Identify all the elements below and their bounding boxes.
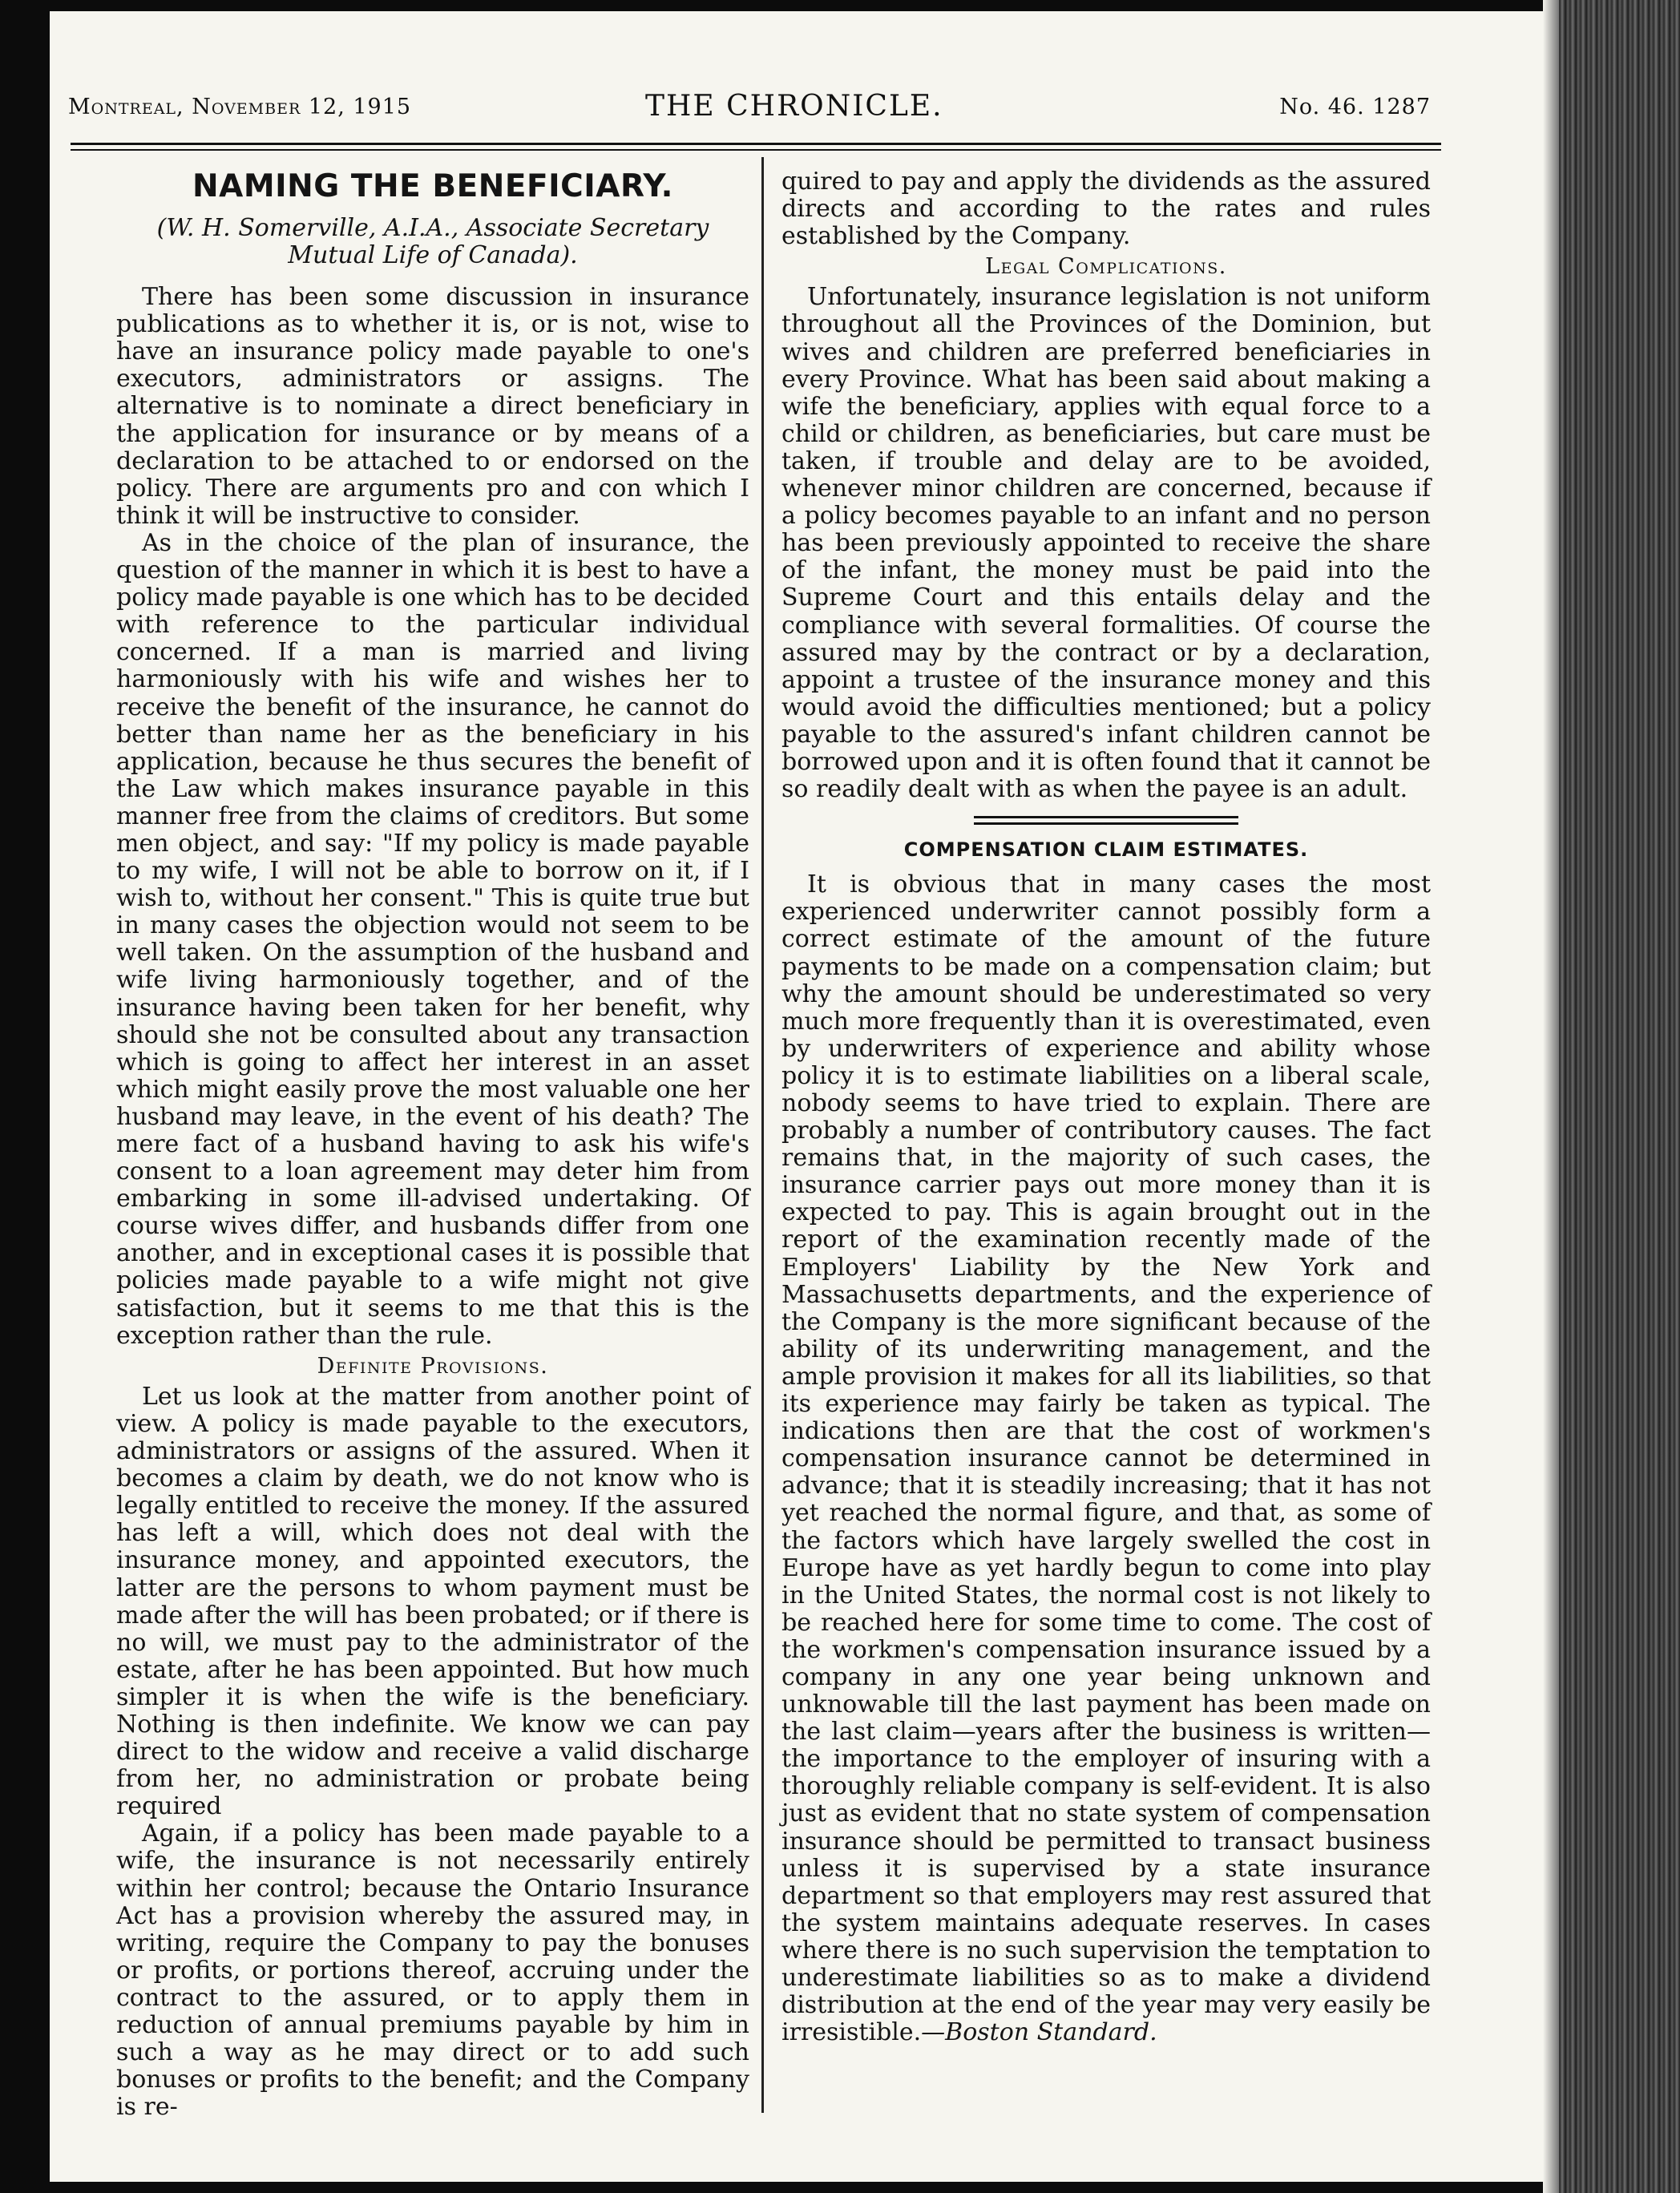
article-title: COMPENSATION CLAIM ESTIMATES. — [903, 838, 1309, 862]
column-divider — [761, 157, 764, 2113]
left-column — [116, 168, 749, 2121]
issue-page-number: No. 46. 1287 — [1279, 95, 1431, 119]
header-rule-top — [71, 143, 1441, 145]
subheading: Legal Complications. — [985, 254, 1227, 280]
paragraph: Let us look at the matter from another point of view. A policy is made payable to the executors, administrators or assigns of the assured. When it becomes a claim by death, we do not know who is legally entitled to receive the money. If the assured has left a will, which does not deal with the insurance money, and appointed executors, the latter are the persons to whom payment must be made after the will has been probated; or if there is no will, we must pay to the administrator of the estate, after he has been appointed. But how much simpler it is when the wife is the beneficiary. Nothing is then indefinite. We know we can pay direct to the widow and receive a valid discharge from her, no administration or probate being required — [116, 1382, 749, 1821]
section-divider-rule — [974, 816, 1238, 818]
paragraph: As in the choice of the plan of insurance, the question of the manner in which it is best to have a policy made payable is one which has to be decided with reference to the particular individual concerned. If a man is married and living harmoniously with his wife and wishes her to receive the benefit of the insurance, he cannot do better than name her as the beneficiary in his application, because he thus secures the benefit of the Law which makes insurance payable in this manner free from the claims of creditors. But some men object, and say: "If my policy is made payable to my wife, I will not be able to borrow on it, if I wish to, without her consent." This is quite true but in many cases the objection would not seem to be well taken. On the assumption of the husband and wife living harmoniously together, and of the insurance having been taken for her benefit, why should she not be consulted about any transaction which is going to affect her interest in an asset which might easily prove the most valuable one her husband may leave, in the event of his death? The mere fact of a husband having to ask his wife's consent to a loan agreement may deter him from embarking in some ill-advised undertaking. Of course wives differ, and husbands differ from one another, and in exceptional cases it is possible that policies made payable to a wife might not give satisfaction, but it seems to me that this is the exception rather than the rule. — [116, 528, 749, 1350]
book-page-edges — [1555, 0, 1680, 2193]
subheading: Definite Provisions. — [317, 1353, 549, 1379]
source-attribution: —Boston Standard. — [921, 2018, 1157, 2047]
right-column — [781, 168, 1431, 2046]
paragraph: There has been some discussion in insurance publications as to whether it is, or is not, wise to have an insurance policy made payable to one's executors, administrators or assigns. The alternative is to nominate a direct beneficiary in the application for insurance or by means of a declaration to be attached to or endorsed on the policy. There are arguments pro and con which I think it will be instructive to consider. — [116, 283, 749, 530]
paragraph — [781, 871, 1431, 2046]
paragraph-text: It is obvious that in many cases the most experienced underwriter cannot possibly form a correct estimate of the amount of the future payments to be made on a compensation claim; but why the amount should be underestimated so very much more frequently than it is overestimated, even by underwriters of experience and ability whose policy it is to estimate liabilities on a liberal scale, nobody seems to have tried to explain. There are probably a number of contributory causes. The fact remains that, in the majority of such cases, the insurance carrier pays out more money than it is expected to pay. This is again brought out in the report of the examination recently made of the Employers' Liability by the New York and Massachusetts departments, and the experience of the Company is the more significant because of the ability of its underwriting management, and the ample provision it makes for all its liabilities, so that its experience may fairly be taken as typical. The indications then are that the cost of workmen's compensation insurance cannot be determined in advance; that it is steadily increasing; that it has not yet reached the normal figure, and that, as some of the factors which have largely swelled the cost in Europe have as yet hardly begun to come into play in the United States, the normal cost is not likely to be reached here for some time to come. The cost of the workmen's compensation insurance issued by a company in any one year being unknown and unknowable till the last payment has been made on the last claim—years after the business is written—the importance to the employer of insuring with a thoroughly reliable company is self-evident. It is also just as evident that no state system of compensation insurance should be permitted to transact business unless it is supervised by a state insurance department so that employers may rest assured that the system maintains adequate reserves. In cases where there is no such supervision the temptation to underestimate liabilities so as to make a dividend distribution at the end of the year may very easily be irresistible. — [781, 870, 1431, 2047]
page-header — [68, 90, 1431, 130]
article-byline: (W. H. Somerville, A.I.A., Associate Secretary Mutual Life of Canada). — [156, 214, 709, 270]
header-rule-bottom — [71, 149, 1441, 151]
paragraph: Again, if a policy has been made payable to a wife, the insurance is not necessarily entirely within her control; because the Ontario Insurance Act has a provision whereby the assured may, in writing, require the Company to pay the bonuses or profits, or portions thereof, accruing under the contract to the assured, or to apply them in reduction of annual premiums payable by him in such a way as he may direct or to add such bonuses or profits to the benefit; and the Company is re- — [116, 1819, 749, 2122]
paragraph-continued: quired to pay and apply the dividends as the assured directs and according to the rates and rules established by the Company. — [781, 168, 1431, 251]
section-divider-rule — [974, 822, 1238, 825]
article-title: NAMING THE BENEFICIARY. — [192, 168, 673, 204]
dateline: Montreal, November 12, 1915 — [68, 95, 412, 119]
publication-title: THE CHRONICLE. — [645, 90, 943, 123]
page-edge-shadow — [1543, 0, 1559, 2193]
paragraph: Unfortunately, insurance legislation is not uniform throughout all the Provinces of the Dominion, but wives and children are preferred beneficiaries in every Province. What has been said about making a wife the beneficiary, applies with equal force to a child or children, as beneficiaries, but care must be taken, if trouble and delay are to be avoided, whenever minor children are concerned, because if a policy becomes payable to an infant and no person has been previously appointed to receive the share of the infant, the money must be paid into the Supreme Court and this entails delay and the compliance with several formalities. Of course the assured may by the contract or by a declaration, appoint a trustee of the insurance money and this would avoid the difficulties mentioned; but a policy payable to the assured's infant children cannot be borrowed upon and it is often found that it cannot be so readily dealt with as when the payee is an adult. — [781, 283, 1431, 804]
